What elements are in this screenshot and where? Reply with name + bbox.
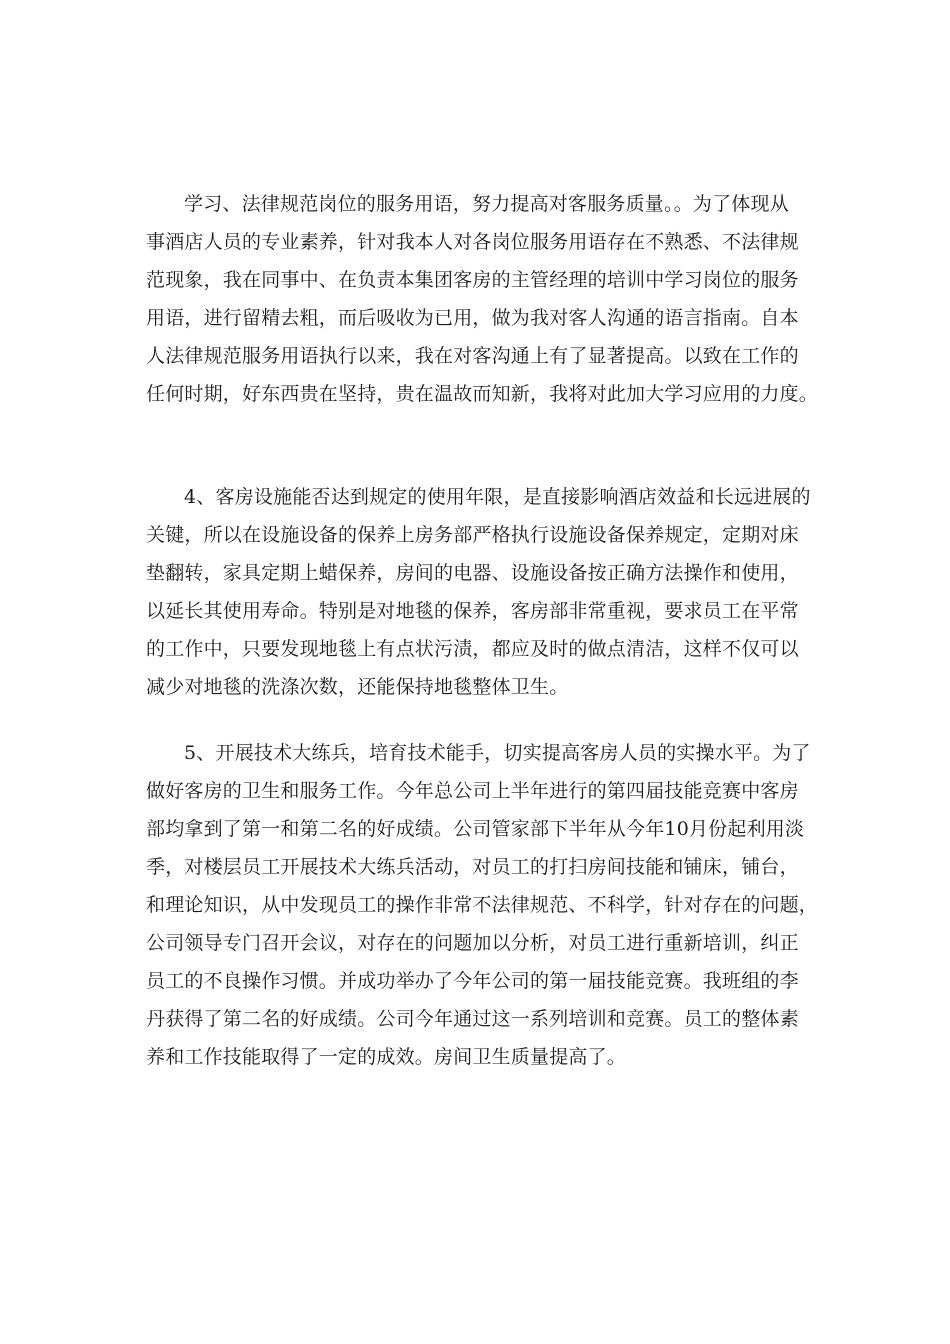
paragraph-line: 部均拿到了第一和第二名的好成绩。公司管家部下半年从今年10月份起利用淡 [146,818,805,840]
paragraph-line: 的工作中，只要发现地毯上有点状污渍，都应及时的做点清洁，这样不仅可以 [146,638,799,660]
paragraph-line: 关键，所以在设施设备的保养上房务部严格执行设施设备保养规定，定期对床 [146,524,799,546]
paragraph-line: 用语，进行留精去粗，而后吸收为已用，做为我对客人沟通的语言指南。自本 [146,307,799,329]
paragraph-skills-training [146,734,819,1076]
paragraph-line: 和理论知识，从中发现员工的操作非常不法律规范、不科学，针对存在的问题， [146,894,819,916]
paragraph-line: 学习、法律规范岗位的服务用语，努力提高对客服务质量。。为了体现从 [184,193,789,215]
paragraph-line: 4、客房设施能否达到规定的使用年限，是直接影响酒店效益和长远进展的 [184,486,811,508]
paragraph-line: 员工的不良操作习惯。并成功举办了今年公司的第一届技能竞赛。我班组的李 [146,970,799,992]
paragraph-line: 丹获得了第二名的好成绩。公司今年通过这一系列培训和竞赛。员工的整体素 [146,1008,799,1030]
paragraph-service-language [146,185,819,413]
paragraph-line: 公司领导专门召开会议，对存在的问题加以分析，对员工进行重新培训，纠正 [146,932,799,954]
paragraph-line: 事酒店人员的专业素养，针对我本人对各岗位服务用语存在不熟悉、不法律规 [146,231,799,253]
paragraph-line: 范现象，我在同事中、在负责本集团客房的主管经理的培训中学习岗位的服务 [146,269,799,291]
paragraph-line: 做好客房的卫生和服务工作。今年总公司上半年进行的第四届技能竞赛中客房 [146,780,799,802]
paragraph-line: 5、开展技术大练兵，培育技术能手，切实提高客房人员的实操水平。为了 [184,742,811,764]
paragraph-line: 垫翻转，家具定期上蜡保养，房间的电器、设施设备按正确方法操作和使用， [146,562,799,584]
paragraph-line: 任何时期，好东西贵在坚持，贵在温故而知新，我将对此加大学习应用的力度。 [146,383,819,405]
paragraph-line: 养和工作技能取得了一定的成效。房间卫生质量提高了。 [146,1046,627,1068]
paragraph-line: 季，对楼层员工开展技术大练兵活动，对员工的打扫房间技能和铺床，铺台， [146,856,799,878]
paragraph-line: 以延长其使用寿命。特别是对地毯的保养，客房部非常重视，要求员工在平常 [146,600,799,622]
paragraph-line: 减少对地毯的洗涤次数，还能保持地毯整体卫生。 [146,676,569,698]
paragraph-line: 人法律规范服务用语执行以来，我在对客沟通上有了显著提高。以致在工作的 [146,345,799,367]
paragraph-facility-maintenance [146,478,811,706]
